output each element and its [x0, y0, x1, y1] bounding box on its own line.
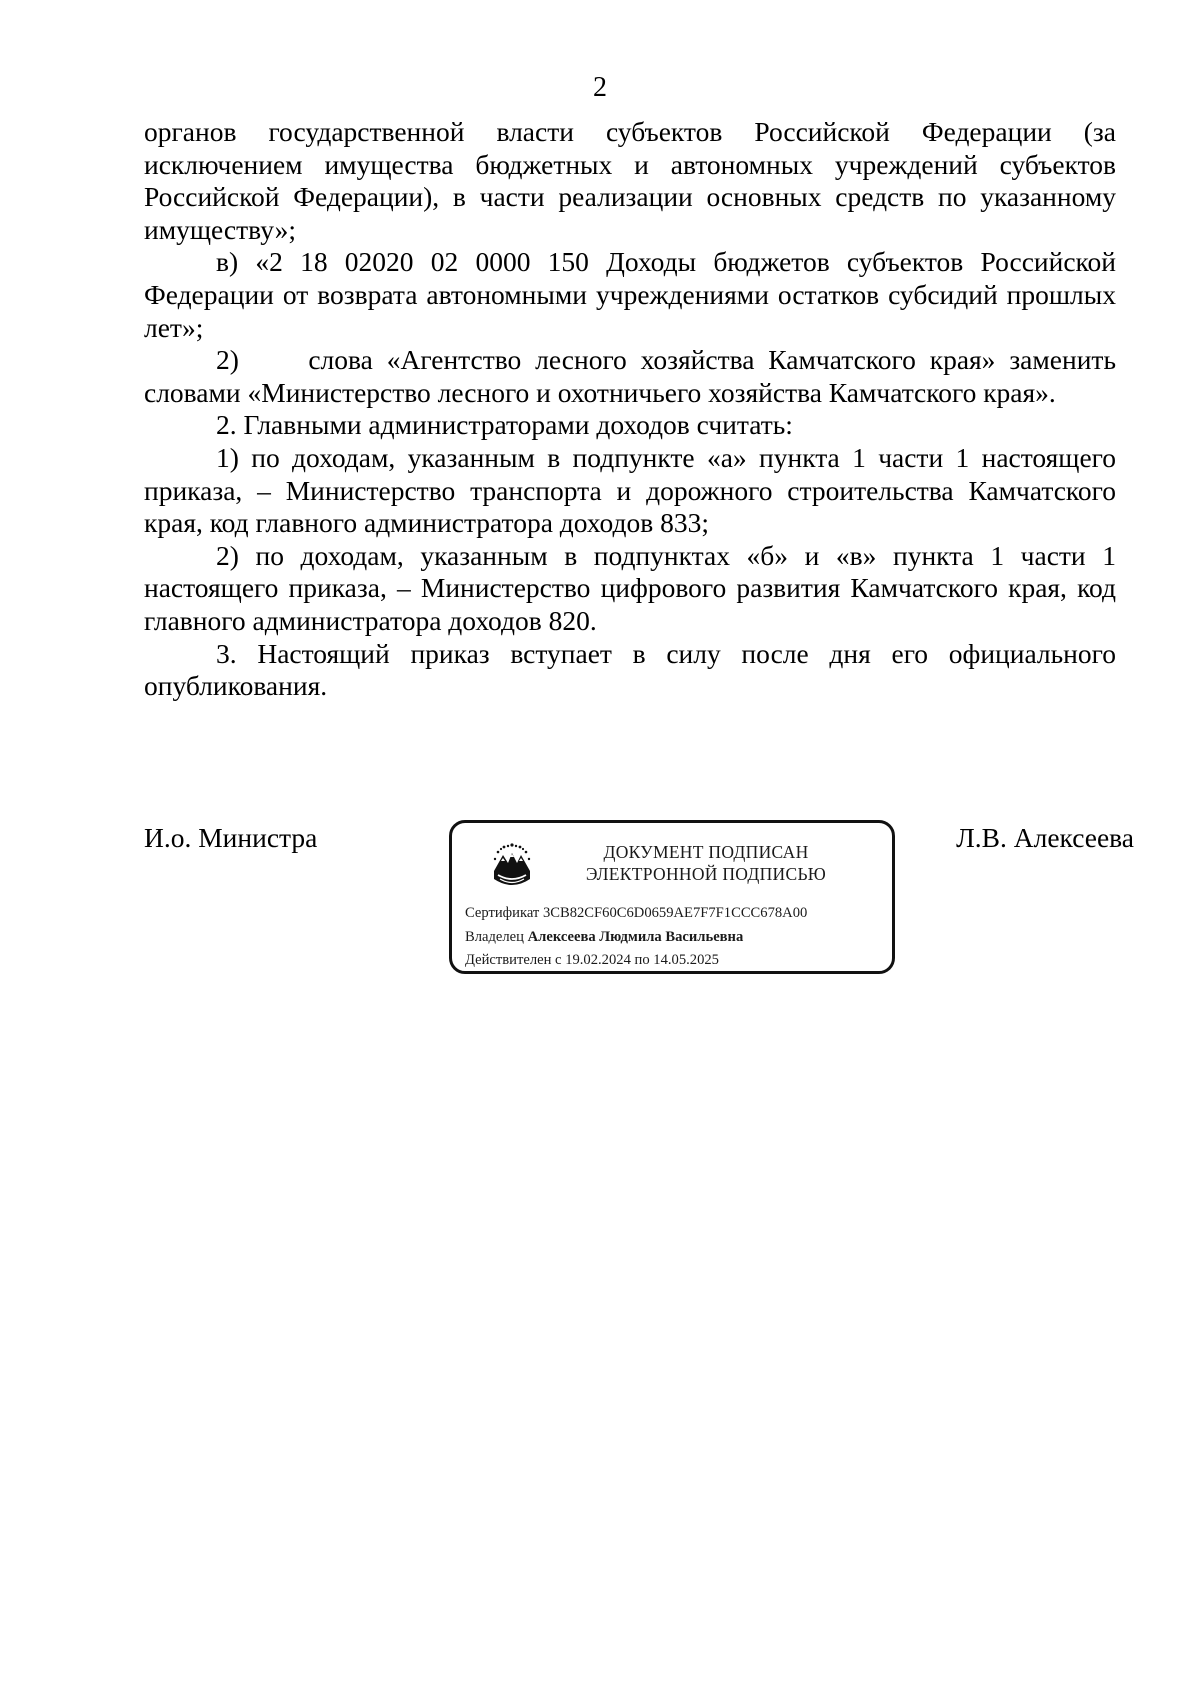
owner-value: Алексеева Людмила Васильевна: [527, 928, 744, 945]
paragraph: 2) по доходам, указанным в подпунктах «б» и «в» пункта 1 части 1 настоящего приказа, – Министерство цифрового развития Камчатского края, код главного администратора доходов 820.: [144, 539, 1116, 636]
paragraph: в) «2 18 02020 02 0000 150 Доходы бюджетов субъектов Российской Федерации от возврата автономными учреждениями остатков субсидий прошлых лет»;: [144, 246, 1116, 343]
valid-from-label: Действителен с: [465, 952, 562, 968]
paragraph: 2. Главными администраторами доходов считать:: [216, 409, 793, 441]
electronic-signature-stamp: [449, 820, 895, 974]
page-number: 2: [593, 72, 607, 103]
signatory-title: И.о. Министра: [144, 822, 318, 853]
certificate-label: Сертификат: [465, 905, 540, 921]
valid-to-label: по: [634, 952, 650, 968]
valid-to-date: 14.05.2025: [653, 952, 719, 968]
certificate-value: 3CB82CF60C6D0659AE7F7F1CCC678A00: [542, 905, 808, 921]
stamp-heading-line: ДОКУМЕНТ ПОДПИСАН: [603, 842, 809, 862]
owner-label: Владелец: [465, 928, 524, 945]
signatory-name: Л.В. Алексеева: [956, 822, 1134, 853]
certificate-line: [465, 902, 807, 926]
stamp-heading: [556, 841, 856, 885]
kamchatka-emblem-icon: [490, 841, 534, 891]
stamp-heading-line: ЭЛЕКТРОННОЙ ПОДПИСЬЮ: [585, 864, 827, 884]
paragraph: органов государственной власти субъектов Российской Федерации (за исключением имущества бюджетных и автономных учреждений субъектов Российской Федерации), в части реализации основных средств по указанному имуществу»;: [144, 116, 1116, 245]
paragraph: 3. Настоящий приказ вступает в силу после дня его официального опубликования.: [144, 637, 1116, 702]
document-body: [144, 116, 1123, 703]
owner-line: [465, 926, 807, 950]
validity-line: [465, 949, 807, 973]
stamp-details: [465, 902, 807, 973]
paragraph: 1) по доходам, указанным в подпункте «а» пункта 1 части 1 настоящего приказа, – Министерство транспорта и дорожного строительства Камчатского края, код главного администратора доходов 833;: [144, 441, 1116, 539]
valid-from-date: 19.02.2024: [565, 952, 631, 968]
paragraph: 2) слова «Агентство лесного хозяйства Камчатского края» заменить словами «Министерство лесного и охотничьего хозяйства Камчатского края».: [144, 344, 1123, 408]
